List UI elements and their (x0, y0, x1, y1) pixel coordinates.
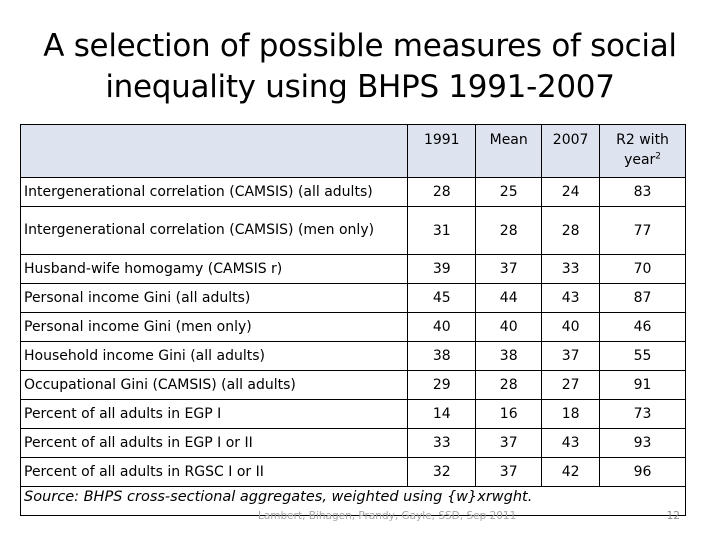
table-row (21, 371, 686, 400)
cell-2007: 43 (542, 429, 600, 458)
cell-mean: 37 (476, 429, 542, 458)
row-label: Household income Gini (all adults) (21, 342, 408, 371)
table-body (21, 178, 686, 487)
table-row (21, 178, 686, 207)
cell-2007: 33 (542, 255, 600, 284)
table-row (21, 284, 686, 313)
cell-r2-with-year: 73 (600, 400, 686, 429)
cell-2007: 18 (542, 400, 600, 429)
cell-2007: 43 (542, 284, 600, 313)
cell-1991: 38 (408, 342, 476, 371)
row-label: Personal income Gini (men only) (21, 313, 408, 342)
cell-2007: 37 (542, 342, 600, 371)
header-corner-cell (21, 125, 408, 178)
row-label: Percent of all adults in EGP I or II (21, 429, 408, 458)
cell-1991: 31 (408, 207, 476, 255)
cell-1991: 33 (408, 429, 476, 458)
cell-r2-with-year: 77 (600, 207, 686, 255)
cell-mean: 38 (476, 342, 542, 371)
cell-r2-with-year: 87 (600, 284, 686, 313)
table-row (21, 458, 686, 487)
cell-2007: 28 (542, 207, 600, 255)
cell-mean: 37 (476, 458, 542, 487)
page-number: 12 (666, 510, 680, 522)
table-row (21, 207, 686, 255)
cell-2007: 24 (542, 178, 600, 207)
row-label: Intergenerational correlation (CAMSIS) (men only) (21, 207, 408, 255)
cell-2007: 40 (542, 313, 600, 342)
row-label: Occupational Gini (CAMSIS) (all adults) (21, 371, 408, 400)
table-row (21, 255, 686, 284)
cell-r2-with-year: 83 (600, 178, 686, 207)
footer-credit: Lambert, Bihagen, Prandy, Gayle, SSD, Sep 2011 (258, 510, 517, 522)
column-header-r2-with-year (600, 125, 686, 178)
table-row (21, 313, 686, 342)
cell-mean: 40 (476, 313, 542, 342)
table-row (21, 429, 686, 458)
cell-r2-with-year: 96 (600, 458, 686, 487)
table-header-row (21, 125, 686, 178)
cell-1991: 28 (408, 178, 476, 207)
cell-1991: 40 (408, 313, 476, 342)
table-row (21, 400, 686, 429)
cell-mean: 37 (476, 255, 542, 284)
column-header-mean: Mean (476, 125, 542, 178)
cell-mean: 44 (476, 284, 542, 313)
cell-mean: 25 (476, 178, 542, 207)
cell-2007: 27 (542, 371, 600, 400)
cell-1991: 14 (408, 400, 476, 429)
source-note: Source: BHPS cross-sectional aggregates, weighted using {w}xrwght. (21, 487, 686, 516)
cell-mean: 16 (476, 400, 542, 429)
cell-1991: 29 (408, 371, 476, 400)
cell-r2-with-year: 93 (600, 429, 686, 458)
cell-1991: 39 (408, 255, 476, 284)
r2-header-superscript: 2 (655, 151, 662, 162)
cell-2007: 42 (542, 458, 600, 487)
slide-title: A selection of possible measures of social inequality using BHPS 1991-2007 (43, 28, 677, 105)
cell-r2-with-year: 91 (600, 371, 686, 400)
row-label: Percent of all adults in RGSC I or II (21, 458, 408, 487)
cell-1991: 32 (408, 458, 476, 487)
cell-r2-with-year: 70 (600, 255, 686, 284)
row-label: Percent of all adults in EGP I (21, 400, 408, 429)
column-header-1991: 1991 (408, 125, 476, 178)
cell-1991: 45 (408, 284, 476, 313)
cell-mean: 28 (476, 371, 542, 400)
row-label: Husband-wife homogamy (CAMSIS r) (21, 255, 408, 284)
inequality-measures-table (20, 124, 686, 516)
cell-mean: 28 (476, 207, 542, 255)
column-header-2007: 2007 (542, 125, 600, 178)
table-row (21, 342, 686, 371)
cell-r2-with-year: 46 (600, 313, 686, 342)
row-label: Personal income Gini (all adults) (21, 284, 408, 313)
cell-r2-with-year: 55 (600, 342, 686, 371)
r2-header-label: R2 with year (616, 132, 669, 168)
row-label: Intergenerational correlation (CAMSIS) (all adults) (21, 178, 408, 207)
